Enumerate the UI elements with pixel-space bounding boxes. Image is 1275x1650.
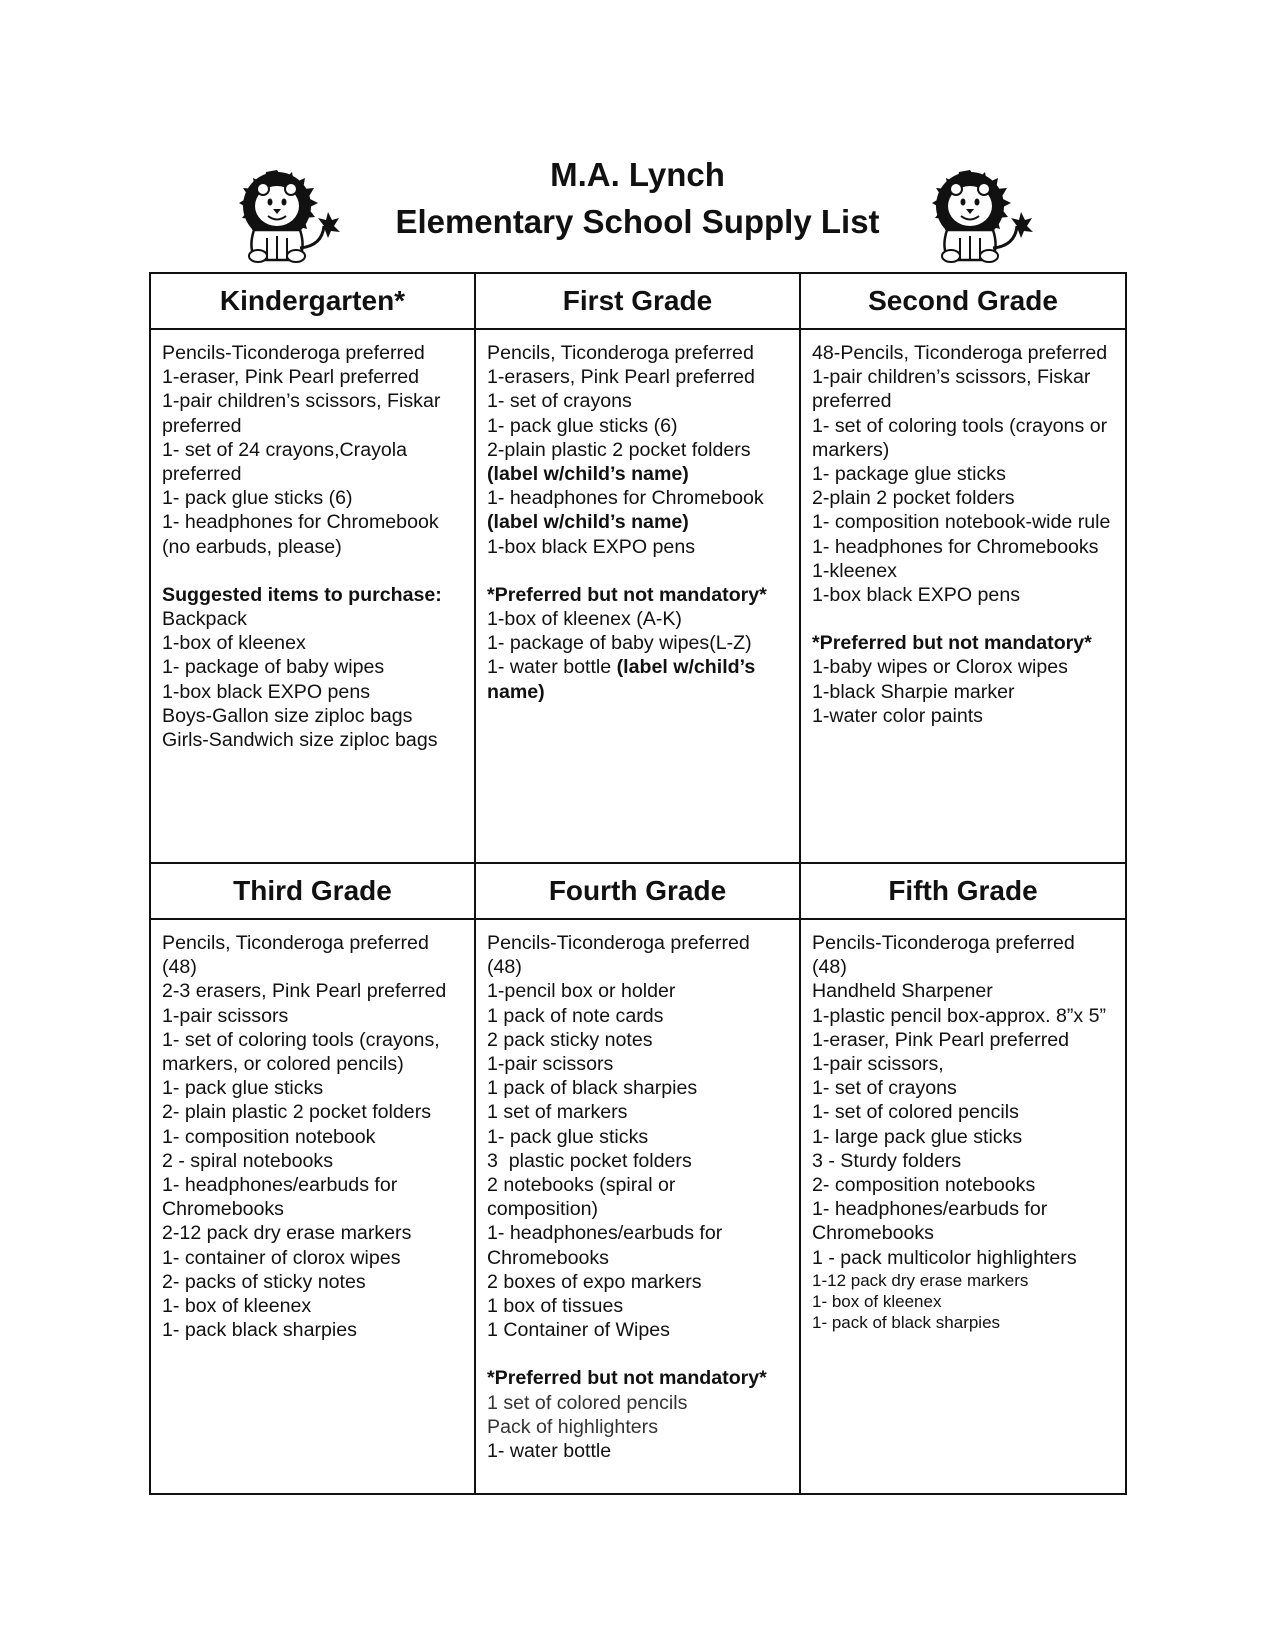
preferred-heading: *Preferred but not mandatory* <box>487 583 767 606</box>
list-item: 1-plastic pencil box-approx. 8”x 5” <box>812 1004 1107 1027</box>
list-item: 2- composition notebooks <box>812 1174 1036 1197</box>
list-item: 1 Container of Wipes <box>487 1319 670 1342</box>
list-item: 1- set of colored pencils <box>812 1101 1019 1124</box>
list-item: 1- box of kleenex <box>162 1295 312 1318</box>
label-note: (label w/child’s name) <box>487 463 689 486</box>
list-item: 1- pack of black sharpies <box>812 1312 1001 1332</box>
first-grade-list <box>476 330 799 704</box>
lion-mascot-icon <box>232 168 342 264</box>
label-note: (label w/child’s name) <box>487 656 756 703</box>
list-item <box>487 486 789 534</box>
list-item: Girls-Sandwich size ziploc bags <box>162 729 438 752</box>
fourth-grade-list <box>476 920 799 1463</box>
list-item: Backpack <box>162 608 247 631</box>
second-grade-cell <box>800 329 1126 863</box>
list-item: 1- headphones for Chromebooks <box>812 535 1099 558</box>
fifth-grade-cell <box>800 919 1126 1494</box>
list-item: 1-box black EXPO pens <box>162 680 371 703</box>
list-item: 1-black Sharpie marker <box>812 680 1015 703</box>
list-item: 1- set of coloring tools (crayons or markers) <box>812 414 1108 461</box>
suggested-heading: Suggested items to purchase: <box>162 583 442 606</box>
list-item: 1-erasers, Pink Pearl preferred <box>487 366 755 389</box>
list-item: 3 plastic pocket folders <box>487 1149 692 1172</box>
fourth-grade-cell <box>475 919 800 1494</box>
list-item: 1- composition notebook-wide rule <box>812 511 1111 534</box>
list-item: 1-12 pack dry erase markers <box>812 1270 1029 1290</box>
first-grade-header: First Grade <box>475 273 800 329</box>
preferred-heading: *Preferred but not mandatory* <box>812 632 1092 655</box>
supply-list-table <box>149 272 1127 1495</box>
list-item: 1-eraser, Pink Pearl preferred <box>812 1028 1070 1051</box>
kindergarten-list <box>151 330 474 752</box>
list-item: 1- pack glue sticks (6) <box>162 487 353 510</box>
list-item: 1- package glue sticks <box>812 463 1006 486</box>
list-item: 1-pencil box or holder <box>487 980 676 1003</box>
fifth-grade-list <box>801 920 1125 1333</box>
list-item: 1- set of crayons <box>487 390 632 413</box>
list-item: Pencils-Ticonderoga preferred (48) <box>812 932 1075 979</box>
list-item: Pencils-Ticonderoga preferred <box>162 342 425 364</box>
list-item: 1- headphones for Chromebook (no earbuds, please) <box>162 511 439 558</box>
list-item: 2- packs of sticky notes <box>162 1270 366 1293</box>
list-item: 1- set of crayons <box>812 1077 957 1100</box>
list-item: Boys-Gallon size ziploc bags <box>162 704 413 727</box>
list-item: Pencils, Ticonderoga preferred (48) <box>162 932 429 979</box>
third-grade-list <box>151 920 474 1342</box>
list-item: 2-plain 2 pocket folders <box>812 487 1015 510</box>
list-item: 1- pack black sharpies <box>162 1319 357 1342</box>
list-item: 1 pack of note cards <box>487 1004 664 1027</box>
fifth-grade-header: Fifth Grade <box>800 863 1126 919</box>
list-item: 1- headphones/earbuds for Chromebooks <box>812 1198 1048 1245</box>
list-item: 1-pair children’s scissors, Fiskar preferred <box>812 366 1091 413</box>
headphones-text: 1- headphones for Chromebook <box>487 487 764 510</box>
list-item: 1- headphones/earbuds for Chromebooks <box>487 1222 723 1269</box>
list-item <box>487 655 789 703</box>
list-item: 1- pack glue sticks <box>162 1077 324 1100</box>
list-item: 1 - pack multicolor highlighters <box>812 1246 1077 1269</box>
list-item: 1-eraser, Pink Pearl preferred <box>162 366 420 389</box>
list-item: 1-pair scissors <box>487 1053 614 1076</box>
list-item: Pencils-Ticonderoga preferred (48) <box>487 932 750 979</box>
list-item: 1 set of markers <box>487 1101 628 1124</box>
second-grade-list <box>801 330 1125 728</box>
list-item: 2-12 pack dry erase markers <box>162 1222 412 1245</box>
list-item: 2 boxes of expo markers <box>487 1270 702 1293</box>
third-grade-header: Third Grade <box>150 863 475 919</box>
page-title-school: M.A. Lynch <box>550 156 725 193</box>
list-item: 1-pair scissors, <box>812 1053 944 1076</box>
list-item: 1-box of kleenex (A-K) <box>487 608 682 631</box>
list-item: Pencils, Ticonderoga preferred <box>487 342 754 364</box>
list-item: 3 - Sturdy folders <box>812 1149 962 1172</box>
list-item: 1-baby wipes or Clorox wipes <box>812 656 1068 679</box>
list-item: 1- headphones/earbuds for Chromebooks <box>162 1174 398 1221</box>
list-item: 1- package of baby wipes(L-Z) <box>487 632 752 655</box>
first-grade-cell <box>475 329 800 863</box>
kindergarten-header: Kindergarten* <box>150 273 475 329</box>
page-header <box>0 140 1275 260</box>
list-item: 1- water bottle <box>487 1440 612 1463</box>
label-note: (label w/child’s name) <box>487 511 689 534</box>
page-title-list: Elementary School Supply List <box>395 203 880 240</box>
list-item: 1-pair scissors <box>162 1004 289 1027</box>
list-item: 1- box of kleenex <box>812 1291 942 1311</box>
list-item: 1-water color paints <box>812 704 983 727</box>
list-item: 48-Pencils, Ticonderoga preferred <box>812 342 1108 364</box>
list-item: 1-box of kleenex <box>162 632 306 655</box>
list-item: 1- set of coloring tools (crayons, markers, or colored pencils) <box>162 1028 440 1076</box>
second-grade-header: Second Grade <box>800 273 1126 329</box>
list-item: 2 - spiral notebooks <box>162 1149 333 1172</box>
list-item: 1-kleenex <box>812 559 897 582</box>
list-item: 2 notebooks (spiral or composition) <box>487 1174 676 1221</box>
list-item: 2-3 erasers, Pink Pearl preferred <box>162 980 447 1003</box>
list-item: 1- composition notebook <box>162 1125 376 1148</box>
list-item: 1-box black EXPO pens <box>812 584 1021 607</box>
list-item: 2 pack sticky notes <box>487 1028 653 1051</box>
kindergarten-cell <box>150 329 475 863</box>
list-item: 1- pack glue sticks (6) <box>487 414 678 437</box>
list-item: 1- set of 24 crayons,Crayola preferred <box>162 438 408 486</box>
water-text: 1- water bottle <box>487 656 612 679</box>
list-item: 1 box of tissues <box>487 1295 624 1318</box>
list-item: 1- pack glue sticks <box>487 1125 649 1148</box>
preferred-heading: *Preferred but not mandatory* <box>487 1367 767 1390</box>
list-item: 1-pair children’s scissors, Fiskar preferred <box>162 390 441 437</box>
list-item: 1 pack of black sharpies <box>487 1077 698 1100</box>
list-item: 2- plain plastic 2 pocket folders <box>162 1101 432 1124</box>
list-item: 1- container of clorox wipes <box>162 1246 401 1269</box>
list-item: Handheld Sharpener <box>812 980 993 1003</box>
list-item: 1- package of baby wipes <box>162 656 385 679</box>
list-item: Pack of highlighters <box>487 1415 658 1438</box>
third-grade-cell <box>150 919 475 1494</box>
lion-mascot-icon <box>925 168 1035 264</box>
list-item: 2-plain plastic 2 pocket folders <box>487 438 751 461</box>
list-item: 1-box black EXPO pens <box>487 535 696 558</box>
fourth-grade-header: Fourth Grade <box>475 863 800 919</box>
list-item: 1- large pack glue sticks <box>812 1125 1023 1148</box>
list-item: 1 set of colored pencils <box>487 1391 688 1414</box>
